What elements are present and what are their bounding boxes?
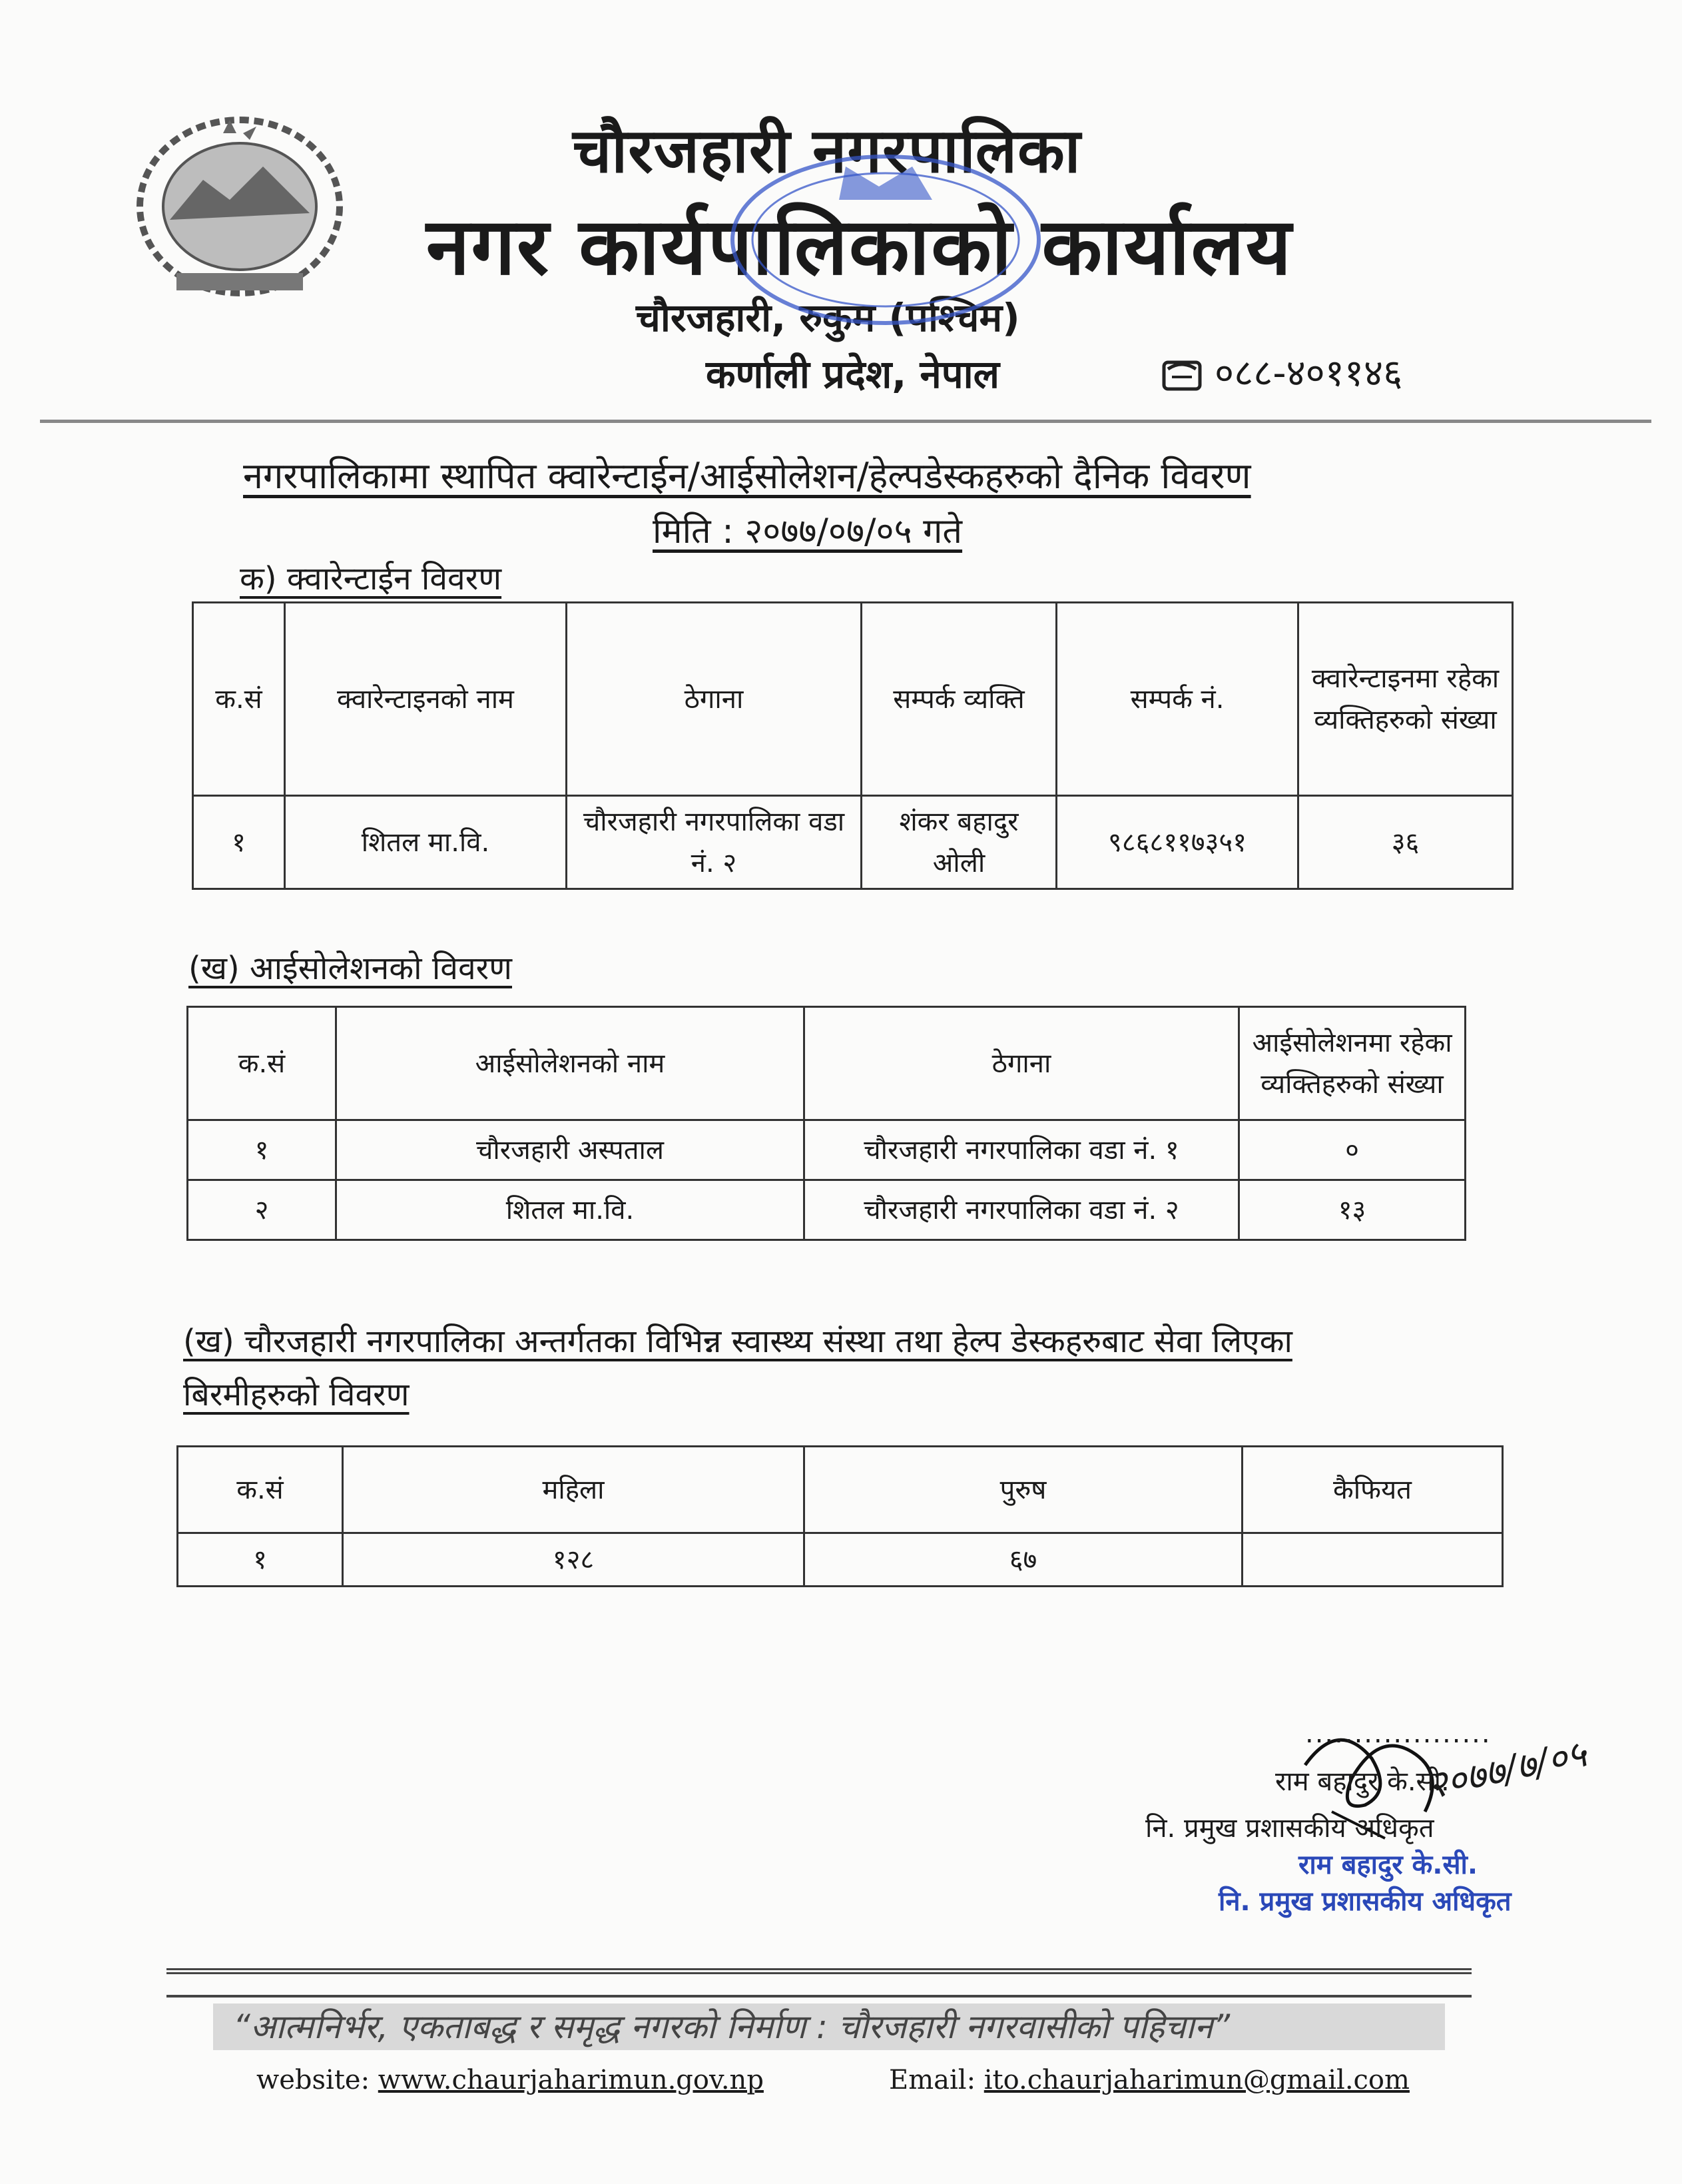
table-cell: १३ (1239, 1180, 1466, 1240)
table-cell: २ (188, 1180, 336, 1240)
table-header: क.सं (178, 1447, 343, 1533)
document-date: मिति : २०७७/०७/०५ गते (653, 512, 963, 551)
table-row (188, 1180, 1466, 1240)
patients-table (176, 1445, 1504, 1587)
handwritten-date: २०७७/७/०५ (1424, 1732, 1591, 1808)
municipality-name: चौरजहारी नगरपालिका (573, 115, 1081, 186)
table-cell: १ (178, 1533, 343, 1587)
footer-website (256, 2065, 764, 2095)
website-label: website: (256, 2065, 370, 2095)
table-header: क.सं (188, 1007, 336, 1120)
website-link[interactable]: www.chaurjaharimun.gov.np (378, 2065, 764, 2095)
table-cell: चौरजहारी नगरपालिका वडा नं. २ (567, 796, 862, 889)
isolation-heading: (ख) आईसोलेशनको विवरण (188, 950, 513, 987)
table-cell: ० (1239, 1120, 1466, 1180)
footer-motto: “आत्मनिर्भर, एकताबद्ध र समृद्ध नगरको निर्माण : चौरजहारी नगरवासीको पहिचान” (213, 2003, 1445, 2050)
table-cell: १ (188, 1120, 336, 1180)
table-header: क्वारेन्टाइनको नाम (285, 603, 567, 796)
table-cell: ३६ (1298, 796, 1513, 889)
quarantine-table (192, 601, 1514, 890)
table-header: कैफियत (1243, 1447, 1503, 1533)
footer-email (889, 2065, 1410, 2095)
office-stamp (712, 140, 1059, 340)
table-header: पुरुष (804, 1447, 1243, 1533)
table-header: आईसोलेशनको नाम (336, 1007, 804, 1120)
office-province: कर्णाली प्रदेश, नेपाल (706, 352, 999, 397)
phone-number-text: ०८८-४०११४६ (1215, 352, 1403, 395)
signatory-name: राम बहादुर के.सी. (1275, 1766, 1450, 1797)
table-header: क.सं (193, 603, 285, 796)
stamp-designation: नि. प्रमुख प्रशासकीय अधिकृत (1219, 1886, 1512, 1917)
table-cell: ९८६८११७३५१ (1057, 796, 1298, 889)
table-header: सम्पर्क व्यक्ति (862, 603, 1057, 796)
email-link[interactable]: ito.chaurjaharimun@gmail.com (983, 2065, 1410, 2095)
table-header: क्वारेन्टाइनमा रहेका व्यक्तिहरुको संख्या (1298, 603, 1513, 796)
quarantine-heading: क) क्वारेन्टाईन विवरण (240, 560, 502, 597)
table-header: आईसोलेशनमा रहेका व्यक्तिहरुको संख्या (1239, 1007, 1466, 1120)
email-label: Email: (889, 2065, 976, 2095)
patients-heading-line2: बिरमीहरुको विवरण (183, 1376, 410, 1413)
header-divider (40, 420, 1651, 423)
table-cell: शितल मा.वि. (285, 796, 567, 889)
signature-dots: ................... (1305, 1718, 1492, 1749)
table-header: ठेगाना (804, 1007, 1239, 1120)
table-header: ठेगाना (567, 603, 862, 796)
isolation-table (186, 1006, 1466, 1241)
table-cell: १ (193, 796, 285, 889)
table-row (193, 796, 1513, 889)
table-row (188, 1120, 1466, 1180)
stamp-name: राम बहादुर के.सी. (1298, 1850, 1478, 1880)
table-cell: चौरजहारी नगरपालिका वडा नं. १ (804, 1120, 1239, 1180)
table-cell (1243, 1533, 1503, 1587)
phone-number (1159, 346, 1402, 397)
nepal-emblem-logo (130, 107, 350, 306)
footer-divider (166, 1968, 1472, 1974)
telephone-icon (1159, 357, 1205, 394)
footer-divider (166, 1995, 1472, 1998)
patients-heading-line1: (ख) चौरजहारी नगरपालिका अन्तर्गतका विभिन्न स्वास्थ्य संस्था तथा हेल्प डेस्कहरुबाट सेवा लिएका (183, 1323, 1292, 1360)
signatory-stamp (1219, 1845, 1565, 1925)
table-cell: शितल मा.वि. (336, 1180, 804, 1240)
table-header: महिला (343, 1447, 804, 1533)
table-cell: १२८ (343, 1533, 804, 1587)
table-header: सम्पर्क नं. (1057, 603, 1298, 796)
table-cell: चौरजहारी नगरपालिका वडा नं. २ (804, 1180, 1239, 1240)
document-title: नगरपालिकामा स्थापित क्वारेन्टाईन/आईसोलेशन/हेल्पडेस्कहरुको दैनिक विवरण (243, 455, 1251, 497)
office-name: नगर कार्यपालिकाको कार्यालय (426, 200, 1293, 292)
table-row (178, 1533, 1503, 1587)
table-cell: ६७ (804, 1533, 1243, 1587)
signatory-designation: नि. प्रमुख प्रशासकीय अधिकृत (1145, 1813, 1434, 1844)
table-cell: शंकर बहादुर ओली (862, 796, 1057, 889)
table-cell: चौरजहारी अस्पताल (336, 1120, 804, 1180)
office-location: चौरजहारी, रुकुम (पश्चिम) (636, 295, 1020, 340)
